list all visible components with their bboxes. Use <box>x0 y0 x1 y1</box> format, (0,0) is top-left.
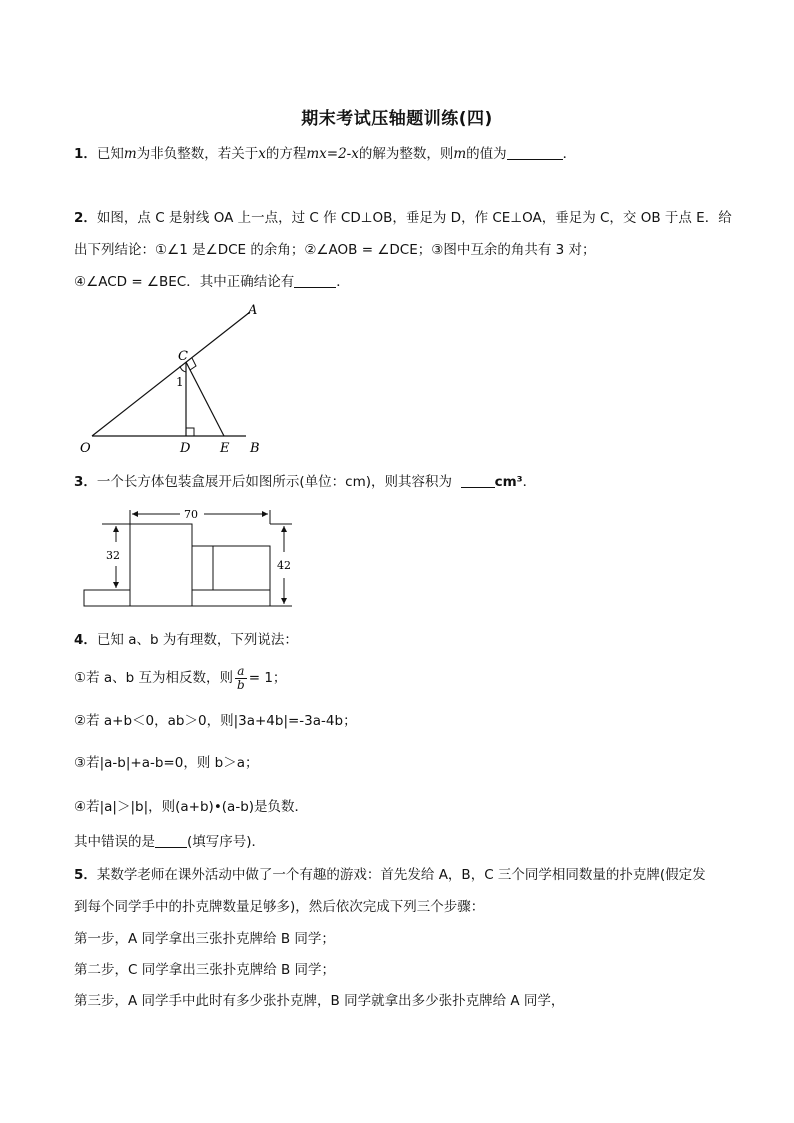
question-number: 3． <box>74 474 97 490</box>
net-face-left-strip <box>84 590 130 606</box>
q3-text: 一个长方体包装盒展开后如图所示(单位：cm)，则其容积为 <box>96 474 453 490</box>
q4-statement-2: ②若 a+b＜0，ab＞0，则|3a+4b|=-3a-4b； <box>74 713 357 729</box>
page-title: 期末考试压轴题训练(四) <box>301 109 493 129</box>
question-2-line-1 <box>74 208 732 228</box>
fraction-numerator: a <box>235 665 247 679</box>
question-number: 4． <box>74 632 97 648</box>
answer-blank[interactable] <box>155 833 187 848</box>
label-e: E <box>220 441 230 456</box>
net-spacer <box>192 546 270 590</box>
q4-statement-1 <box>74 664 286 692</box>
q4-ask-hint: (填写序号)． <box>187 834 266 850</box>
q4-s1-text: ①若 a、b 互为相反数，则 <box>74 670 234 686</box>
q1-text-5: 的值为 <box>466 146 507 162</box>
q1-equation: mx=2-x <box>306 146 359 162</box>
label-c: C <box>178 349 188 364</box>
label-d: D <box>180 441 191 456</box>
label-a: A <box>248 303 258 318</box>
answer-blank[interactable] <box>461 473 495 488</box>
var-m-2: m <box>453 146 467 162</box>
label-angle-1: 1 <box>176 375 184 389</box>
segment-ce <box>186 362 224 436</box>
q5-text-line-1: 某数学老师在课外活动中做了一个有趣的游戏：首先发给 A，B，C 三个同学相同数量的扑克牌(假定发 <box>96 867 706 883</box>
dim-label-42: 42 <box>277 559 291 572</box>
arrow-top-right <box>262 511 268 517</box>
question-1 <box>74 144 576 164</box>
dim-label-32: 32 <box>106 549 120 562</box>
arrow-top-left <box>132 511 138 517</box>
label-o: O <box>80 441 91 456</box>
box-net-figure-q3 <box>80 500 300 612</box>
arrow-right-bottom <box>281 598 287 604</box>
question-2-line-2: 出下列结论：①∠1 是∠DCE 的余角；②∠AOB = ∠DCE；③图中互余的角共有 3 对； <box>74 242 596 258</box>
fraction-denominator: b <box>237 677 245 692</box>
q4-intro: 已知 a、b 为有理数，下列说法： <box>96 632 298 648</box>
q2-text-line-3: ④∠ACD = ∠BEC．其中正确结论有 <box>74 274 295 290</box>
fraction-a-over-b <box>235 665 247 692</box>
question-number: 1． <box>74 146 97 162</box>
q5-step-1: 第一步，A 同学拿出三张扑克牌给 B 同学； <box>74 931 335 947</box>
answer-blank[interactable] <box>294 273 336 288</box>
answer-blank[interactable] <box>507 145 563 160</box>
right-angle-mark-d <box>186 428 194 436</box>
q4-ask <box>74 832 265 852</box>
q1-text-1: 已知 <box>96 146 124 162</box>
question-5-line-2: 到每个同学手中的扑克牌数量足够多)，然后依次完成下列三个步骤： <box>74 899 485 915</box>
question-5-line-1 <box>74 865 706 885</box>
question-2-line-3 <box>74 272 350 292</box>
q1-text-4: 的解为整数，则 <box>358 146 454 162</box>
net-face-right <box>192 546 270 606</box>
label-b: B <box>250 441 260 456</box>
arrow-left-bottom <box>113 582 119 588</box>
dim-label-70: 70 <box>184 508 198 521</box>
question-3 <box>74 472 536 492</box>
q1-text-3: 的方程 <box>265 146 307 162</box>
unit-cm3: cm³ <box>494 474 523 490</box>
ray-oa <box>92 312 250 436</box>
q5-step-3: 第三步，A 同学手中此时有多少张扑克牌，B 同学就拿出多少张扑克牌给 A 同学， <box>74 993 565 1009</box>
question-4-intro <box>74 630 298 650</box>
net-face-center <box>130 524 192 606</box>
q2-text-line-1: 如图，点 C 是射线 OA 上一点，过 C 作 CD⊥OB，垂足为 D，作 CE⊥OA，垂足为 C，交 OB 于点 E．给 <box>96 210 732 226</box>
q4-statement-4: ④若|a|＞|b|，则(a+b)•(a-b)是负数． <box>74 799 309 815</box>
q4-ask-text: 其中错误的是 <box>74 834 155 850</box>
var-x: x <box>258 146 266 162</box>
question-number: 5． <box>74 867 97 883</box>
q4-s1-result: = 1； <box>248 670 287 686</box>
right-angle-mark-c <box>190 358 196 370</box>
arrow-right-top <box>281 526 287 532</box>
q5-step-2: 第二步，C 同学拿出三张扑克牌给 B 同学； <box>74 962 336 978</box>
q1-end: ． <box>562 146 577 162</box>
q2-end: ． <box>336 274 350 290</box>
question-number: 2． <box>74 210 97 226</box>
q3-end: ． <box>522 474 537 490</box>
geometry-figure-q2 <box>74 300 274 460</box>
q1-text-2: 为非负整数，若关于 <box>136 146 259 162</box>
var-m: m <box>123 146 137 162</box>
q4-statement-3: ③若|a-b|+a-b=0，则 b＞a； <box>74 755 259 771</box>
arrow-left-top <box>113 526 119 532</box>
